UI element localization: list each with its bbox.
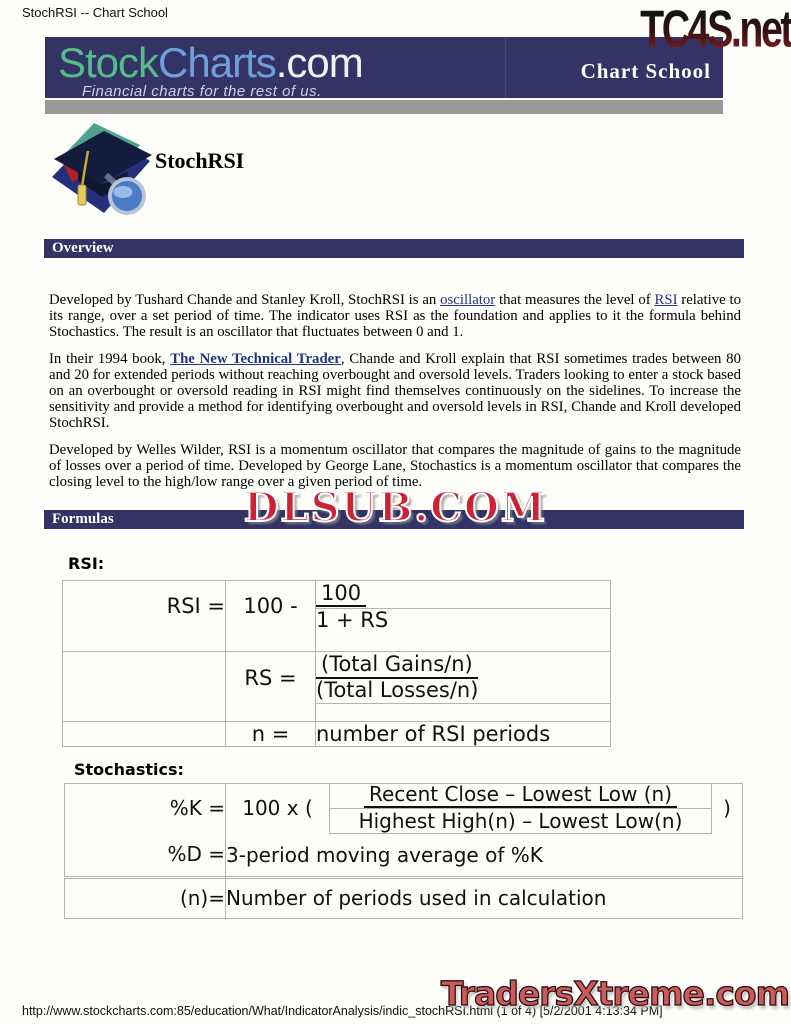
overview-section-header: Overview (44, 239, 744, 258)
rsi-label-cell: RSI = (166, 594, 225, 619)
formulas-section-header: Formulas (44, 510, 744, 529)
rsi-numerator: 100 (316, 582, 366, 607)
logo-dotcom: .com (275, 39, 363, 86)
spacer-cell (316, 704, 611, 722)
pctk-close-paren-cell: ) (712, 784, 743, 834)
new-technical-trader-link[interactable]: The New Technical Trader (170, 351, 341, 368)
rsi-prefix-cell: 100 - (226, 581, 316, 632)
banner-divider (505, 37, 506, 98)
p1-text-1: Developed by Tushard Chande and Stanley Kroll, StochRSI is an (49, 292, 441, 308)
page-title: StochRSI -- Chart School (22, 5, 168, 20)
nparam-label-cell: (n)= (179, 886, 225, 910)
stochastics-n-table (64, 878, 743, 919)
rsi-formula-heading: RSI: (68, 554, 105, 573)
stockcharts-logo (58, 39, 363, 87)
paragraph-1 (49, 293, 741, 340)
rsi-link[interactable]: RSI (654, 292, 678, 308)
empty-cell (63, 652, 226, 704)
nparam-value-cell: Number of periods used in calculation (226, 879, 743, 919)
stochastics-formula-table (64, 783, 743, 877)
n-value-cell: number of RSI periods (316, 722, 611, 747)
article-title: StochRSI (155, 148, 245, 173)
pctk-denominator-cell: Highest High(n) – Lowest Low(n) (330, 809, 712, 834)
rs-numerator-cell (316, 652, 611, 679)
article-body (49, 293, 741, 503)
rsi-denominator-cell: 1 + RS (316, 609, 611, 632)
empty-cell (63, 722, 226, 747)
logo-stock: Stock (58, 39, 159, 86)
dlsub-watermark: DLSUB.COM (243, 484, 548, 531)
p1-text-2: that measures the level of (495, 292, 655, 308)
chart-school-title: Chart School (580, 59, 711, 83)
tc4s-watermark: TC4S.net (640, 1, 791, 59)
logo-charts: Charts (158, 39, 276, 86)
logo-tagline: Financial charts for the rest of us. (82, 83, 322, 100)
p2-text-2: , Chande and Kroll explain that RSI sometimes trades between 80 and 20 for extended periods without reaching overbought and oversold levels. Traders looking to enter a stock based on an overbought or oversold reading in RSI might find themselves continuously on the sidelines. To increase the sensitivity and provide a method for identifying overbought and oversold levels in RSI, Chande and Kroll developed StochRSI. (49, 351, 741, 431)
graduation-cap-magnifier-icon (48, 121, 152, 217)
pctk-numerator: Recent Close – Lowest Low (n) (364, 784, 677, 808)
pctd-value-cell: 3-period moving average of %K (226, 834, 743, 877)
pctk-numerator-cell (330, 784, 712, 809)
footer-url: http://www.stockcharts.com:85/education/What/IndicatorAnalysis/indic_stochRSI.html (1 of 4) [5/2/2001 4:13:34 PM] (22, 1004, 663, 1018)
spacer-cell (226, 704, 316, 722)
paragraph-2 (49, 352, 741, 431)
p1-text-3: relative to its range, over a set period of time. The indicator uses RSI as the foundation and applies to it the formula behind Stochastics. The result is an oscillator that fluctuates between 0 and 1. (49, 292, 741, 340)
rs-numerator: (Total Gains/n) (316, 653, 478, 678)
stockcharts-banner (45, 37, 723, 98)
banner-gray-bar (45, 100, 723, 114)
p2-text-1: In their 1994 book, (49, 351, 171, 368)
tradersxtreme-watermark: TradersXtreme.com (440, 974, 789, 1013)
spacer-cell (316, 632, 611, 652)
paragraph-3: Developed by Welles Wilder, RSI is a momentum oscillator that compares the magnitude of gains to the magnitude of losses over a period of time. Developed by George Lane, Stochastics is a momentum oscillator that compares the closing level to the high/low range over a given period of time. (49, 442, 741, 490)
pctd-label-cell: %D = (167, 842, 225, 867)
pctk-prefix-cell: 100 x ( (226, 784, 330, 834)
pctk-label-cell: %K = (169, 796, 225, 821)
spacer-cell (63, 632, 226, 652)
rs-denominator-cell: (Total Losses/n) (316, 679, 611, 704)
oscillator-link[interactable]: oscillator (440, 292, 496, 308)
rsi-numerator-cell (316, 581, 611, 609)
stochastics-formula-heading: Stochastics: (74, 760, 184, 779)
n-label-cell: n = (226, 722, 316, 747)
rsi-formula-table (62, 580, 611, 747)
rs-label-cell: RS = (226, 652, 316, 704)
spacer-cell (226, 632, 316, 652)
spacer-cell (63, 704, 226, 722)
